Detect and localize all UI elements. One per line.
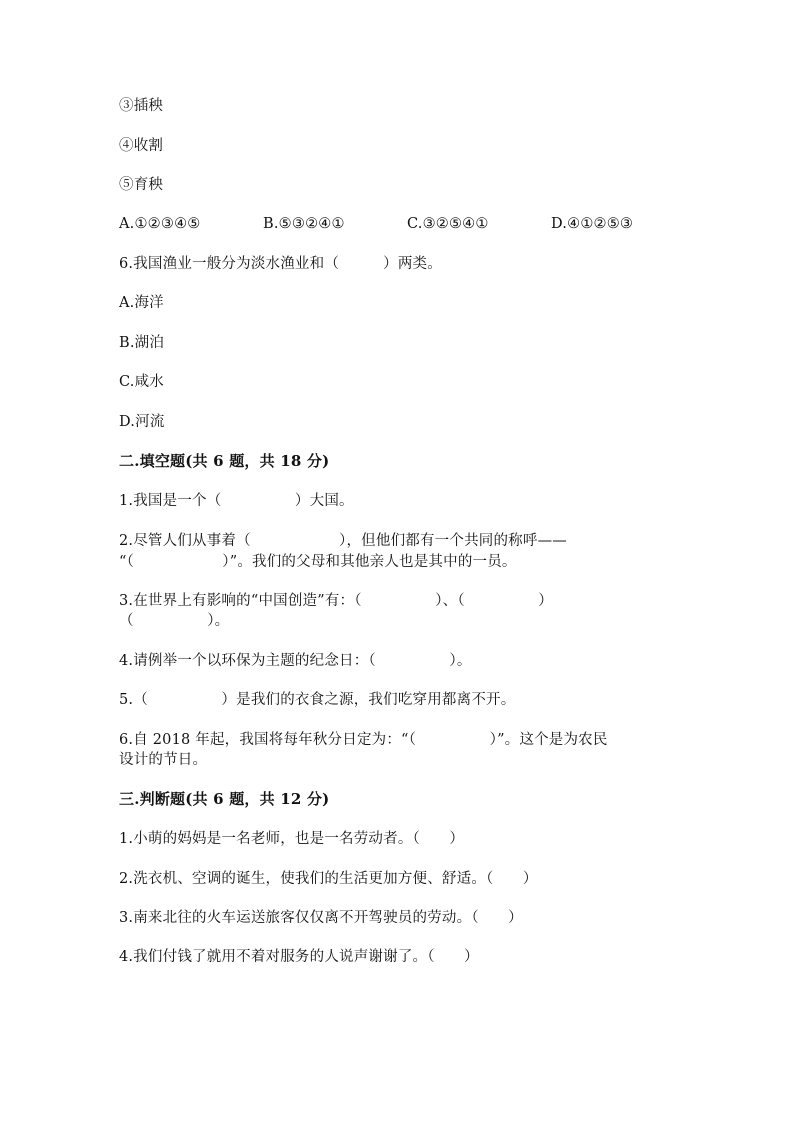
fill-q4: 4.请例举一个以环保为主题的纪念日：（ ）。	[119, 653, 472, 669]
judge-q1: 1.小萌的妈妈是一名老师，也是一名劳动者。（ ）	[119, 831, 465, 847]
q5-option-d[interactable]: D.④①②⑤③	[551, 216, 634, 232]
fill-q6-line2: 设计的节日。	[119, 752, 208, 768]
judge-q3: 3.南来北往的火车运送旅客仅仅离不开驾驶员的劳动。（ ）	[119, 910, 523, 926]
q5-options-row	[119, 214, 679, 234]
fill-q6-line1: 6.自 2018 年起，我国将每年秋分日定为：“（ ）”。这个是为农民	[119, 732, 608, 748]
q5-step-5: ⑤育秧	[119, 177, 164, 193]
fill-q5: 5.（ ）是我们的衣食之源，我们吃穿用都离不开。	[119, 692, 516, 708]
fill-q2-line2: “（ ）”。我们的父母和其他亲人也是其中的一员。	[119, 554, 517, 570]
q5-step-4: ④收割	[119, 138, 164, 154]
judge-q4: 4.我们付钱了就用不着对服务的人说声谢谢了。（ ）	[119, 949, 479, 965]
q6-option-b[interactable]: B.湖泊	[119, 335, 165, 351]
fill-q1: 1.我国是一个（ ）大国。	[119, 493, 354, 509]
q5-option-b[interactable]: B.⑤③②④①	[263, 216, 345, 232]
fill-q3-line2: （ ）。	[119, 613, 230, 629]
q6-stem: 6.我国渔业一般分为淡水渔业和（ ）两类。	[119, 256, 442, 272]
q5-step-3: ③插秧	[119, 98, 164, 114]
q5-option-a[interactable]: A.①②③④⑤	[119, 216, 201, 232]
q6-option-c[interactable]: C.咸水	[119, 374, 164, 390]
q6-option-d[interactable]: D.河流	[119, 414, 165, 430]
section2-heading: 二.填空题(共 6 题，共 18 分)	[119, 452, 330, 470]
q6-option-a[interactable]: A.海洋	[119, 295, 164, 311]
section3-heading: 三.判断题(共 6 题，共 12 分)	[119, 790, 330, 808]
fill-q2-line1: 2.尽管人们从事着（ ），但他们都有一个共同的称呼——	[119, 533, 567, 549]
fill-q3-line1: 3.在世界上有影响的“中国创造”有：（ ）、（ ）	[119, 593, 554, 609]
judge-q2: 2.洗衣机、空调的诞生，使我们的生活更加方便、舒适。（ ）	[119, 871, 538, 887]
q5-option-c[interactable]: C.③②⑤④①	[407, 216, 489, 232]
